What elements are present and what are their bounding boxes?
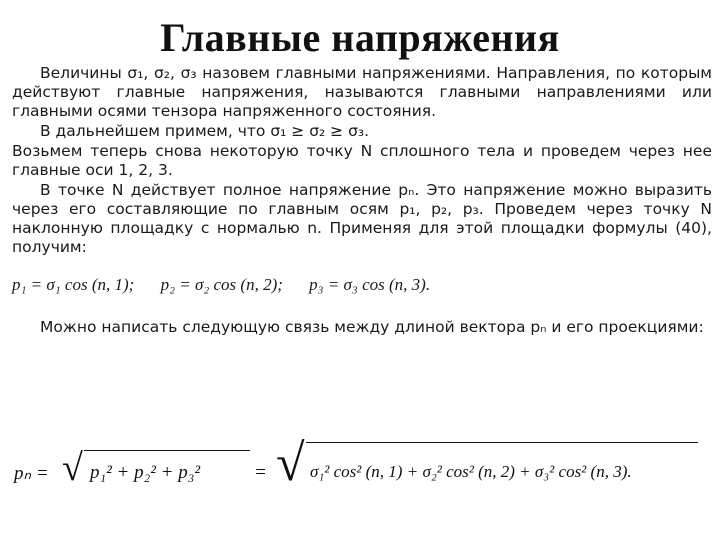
formula-components <box>12 275 712 294</box>
paragraph-ordering: В дальнейшем примем, что σ₁ ≥ σ₂ ≥ σ₃. <box>40 122 370 140</box>
sqrt-bar-2 <box>306 442 698 443</box>
sqrt-sign-2: √ <box>276 435 305 492</box>
formula-vector-length <box>14 432 704 512</box>
formula-equals: = <box>254 462 267 483</box>
paragraph-full-stress: В точке N действует полное напряжение pₙ. Это напряжение можно выразить через его составляющие по главным осям p₁, p₂, p₃. Проведем через точку N наклонную площадку с нормалью n. Применяя для этой площадки формулы (40), получим: <box>12 181 712 256</box>
formula-lhs: pₙ = <box>14 463 49 484</box>
formula-p3: p₃ = σ₃ cos (n, 3). <box>309 275 431 294</box>
sqrt-bar-1 <box>84 450 250 451</box>
paragraph-point-n: Возьмем теперь снова некоторую точку N сплошного тела и проведем через нее главные оси 1, 2, 3. <box>12 142 712 179</box>
paragraph-vector-relation: Можно написать следующую связь между длиной вектора pₙ и его проекциями: <box>40 318 704 336</box>
formula-radicand-1: p₁² + p₂² + p₃² <box>90 462 201 483</box>
paragraph-principal-stresses: Величины σ₁, σ₂, σ₃ назовем главными напряжениями. Направления, по которым действуют главные напряжения, называются главными направлениями или главными осями тензора напряженного состояния. <box>12 64 712 120</box>
sqrt-sign-1: √ <box>62 447 83 489</box>
scanned-text-block <box>12 64 712 338</box>
formula-p1: p₁ = σ₁ cos (n, 1); <box>12 275 135 294</box>
page-title: Главные напряжения <box>160 15 560 60</box>
formula-p2: p₂ = σ₂ cos (n, 2); <box>160 275 283 294</box>
formula-radicand-2: σ₁² cos² (n, 1) + σ₂² cos² (n, 2) + σ₃² cos² (n, 3). <box>310 462 632 481</box>
